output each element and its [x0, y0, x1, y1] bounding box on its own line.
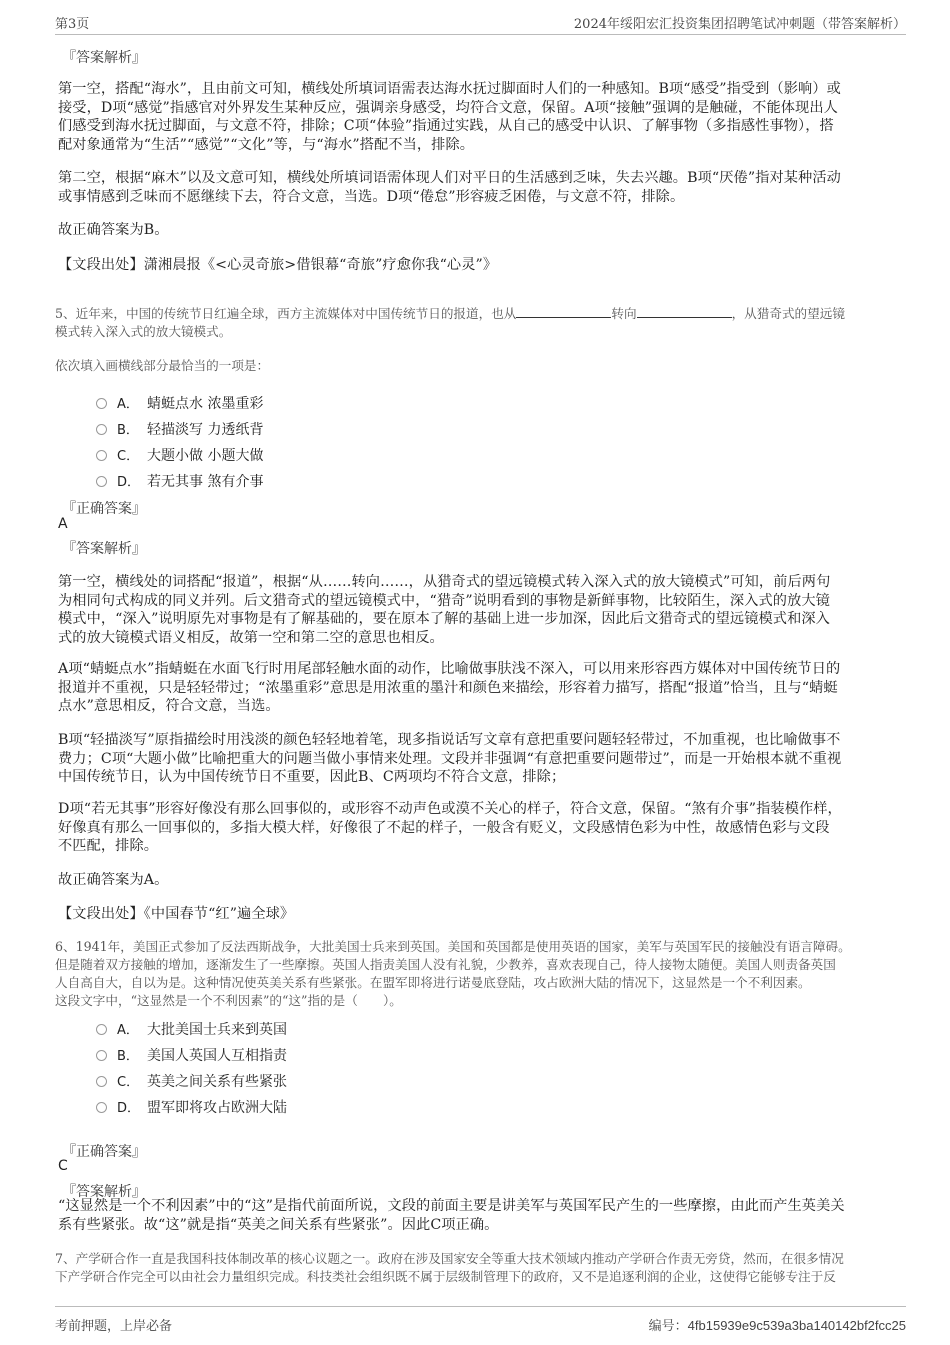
source-citation: 【文段出处】《中国春节“红”遍全球》 — [58, 906, 295, 922]
radio-icon[interactable] — [96, 1102, 107, 1113]
question-7-stem: 7、产学研合作一直是我国科技体制改革的核心议题之一。政府在涉及国家安全等重大技术领域内推动产学研合作责无旁贷，然而，在很多情况 下产学研合作完全可以由社会力量组织完成。科技类社会组织既不属于层级制管理下的政府，又不是追逐利润的企业，这使得它能够专注于反 — [55, 1251, 844, 1284]
analysis-paragraph-2: 第二空，根据“麻木”以及文意可知，横线处所填词语需体现人们对平日的生活感到乏味，失去兴趣。B项“厌倦”指对某种活动 或事情感到乏味而不愿继续下去，符合文意，当选。D项“倦怠”形容疲乏困倦，与文意不符，排除。 — [58, 170, 841, 205]
analysis-label: 『答案解析』 — [62, 541, 146, 557]
page-header — [55, 10, 906, 35]
q5-analysis-1: 第一空，横线处的词搭配“报道”，根据“从……转向……，从猎奇式的望远镜模式转入深入式的放大镜模式”可知，前后两句 为相同句式构成的同义并列。后文猎奇式的望远镜模式中，“猎奇”说明看到的事物是新鲜事物，比较陌生，深入式的放大镜 模式中，“深入”说明原先对事物是有了解基础的，要在原本了解的基础上进一步加深，因此后文猎奇式的望远镜模式和深入 式的放大镜模式语义相反，故第一空和第二空的意思也相反。 — [58, 574, 831, 646]
conclusion: 故正确答案为A。 — [58, 872, 169, 888]
q6-option-b[interactable]: B． 美国人英国人互相指责 — [96, 1045, 287, 1065]
q5-analysis-3: B项“轻描淡写”原指描绘时用浅淡的颜色轻轻地着笔，现多指说话写文章有意把重要问题轻轻带过，不加重视，也比喻做事不 费力；C项“大题小做”比喻把重大的问题当做小事情来处理。文段并非强调“有意把重要问题带过”，而是一开始根本就不重视 中国传统节日，认为中国传统节日不重要，因此B、C两项均不符合文意，排除； — [58, 732, 842, 785]
blank-1[interactable] — [516, 305, 611, 318]
q5-option-b[interactable]: B． 轻描淡写 力透纸背 — [96, 419, 263, 439]
radio-icon[interactable] — [96, 450, 107, 461]
correct-answer-label: 『正确答案』 — [62, 1144, 146, 1160]
q5-option-a[interactable]: A． 蜻蜓点水 浓墨重彩 — [96, 393, 263, 413]
radio-icon[interactable] — [96, 476, 107, 487]
q5-analysis-2: A项“蜻蜓点水”指蜻蜓在水面飞行时用尾部轻触水面的动作，比喻做事肤浅不深入，可以用来形容西方媒体对中国传统节日的 报道并不重视，只是轻轻带过；“浓墨重彩”意思是用浓重的墨汁和颜色来描绘，形容着力描写，搭配“报道”恰当，且与“蜻蜓 点水”意思相反，符合文意，当选。 — [58, 661, 841, 714]
radio-icon[interactable] — [96, 1076, 107, 1087]
question-6-stem: 6、1941年，美国正式参加了反法西斯战争，大批美国士兵来到英国。美国和英国都是使用英语的国家，美军与英国军民的接触没有语言障碍。 但是随着双方接触的增加，逐渐发生了一些摩擦。英国人指责美国人没有礼貌，少教养，喜欢表现自己，待人接物太随便。美国人则责备英国 人自高自大，自以为是。这种情况使英美关系有些紧张。在盟军即将进行诺曼底登陆，攻占欧洲大陆的情况下，这显然是一个不利因素。 这段文字中，“这显然是一个不利因素”的“这”指的是（ ）。 — [55, 939, 851, 1008]
radio-icon[interactable] — [96, 1050, 107, 1061]
q5-analysis-4: D项“若无其事”形容好像没有那么回事似的，或形容不动声色或漠不关心的样子，符合文意，保留。“煞有介事”指装模作样， 好像真有那么一回事似的，多指大模大样，好像很了不起的样子，一般含有贬义，文段感情色彩为中性，故感情色彩与文段 不匹配，排除。 — [58, 801, 842, 854]
radio-icon[interactable] — [96, 1024, 107, 1035]
question-5-instruction: 依次填入画横线部分最恰当的一项是： — [55, 358, 270, 373]
conclusion: 故正确答案为B。 — [58, 222, 169, 238]
radio-icon[interactable] — [96, 424, 107, 435]
q6-option-d[interactable]: D． 盟军即将攻占欧洲大陆 — [96, 1097, 287, 1117]
document-title: 2024年绥阳宏汇投资集团招聘笔试冲刺题（带答案解析） — [573, 17, 906, 32]
blank-2[interactable] — [637, 305, 732, 318]
page-number: 第3页 — [55, 17, 90, 32]
q6-analysis: “这显然是一个不利因素”中的“这”是指代前面所说，文段的前面主要是讲美军与英国军民产生的一些摩擦，由此而产生英美关 系有些紧张。故“这”就是指“英美之间关系有些紧张”。因此C项正确。 — [58, 1198, 845, 1233]
document-code: 编号：4fb15939e9c539a3ba140142bf2fcc25 — [648, 1318, 906, 1334]
question-5-stem: 5、近年来，中国的传统节日红遍全球，西方主流媒体对中国传统节日的报道，也从 转向 ，从猎奇式的望远镜 模式转入深入式的放大镜模式。 — [55, 306, 845, 339]
correct-answer: C — [58, 1158, 68, 1174]
source-citation: 【文段出处】潇湘晨报《<心灵奇旅>借银幕“奇旅”疗愈你我“心灵”》 — [58, 257, 498, 273]
q5-option-d[interactable]: D． 若无其事 煞有介事 — [96, 471, 263, 491]
page-footer — [55, 1306, 906, 1335]
q6-option-c[interactable]: C． 英美之间关系有些紧张 — [96, 1071, 287, 1091]
footer-slogan: 考前押题，上岸必备 — [55, 1319, 173, 1334]
q5-option-c[interactable]: C． 大题小做 小题大做 — [96, 445, 263, 465]
analysis-label: 『答案解析』 — [62, 1184, 146, 1200]
radio-icon[interactable] — [96, 398, 107, 409]
correct-answer-label: 『正确答案』 — [62, 501, 146, 517]
analysis-label: 『答案解析』 — [62, 50, 146, 66]
correct-answer: A — [58, 516, 68, 532]
q6-option-a[interactable]: A． 大批美国士兵来到英国 — [96, 1019, 287, 1039]
analysis-paragraph-1: 第一空，搭配“海水”，且由前文可知，横线处所填词语需表达海水抚过脚面时人们的一种感知。B项“感受”指受到（影响）或 接受，D项“感觉”指感官对外界发生某种反应，强调亲身感受，均符合文意，保留。A项“接触”强调的是触碰，不能体现出人 们感受到海水抚过脚面，与文意不符，排除；C项“体验”指通过实践，从自己的感受中认识、了解事物（多指感性事物），搭 配对象通常为“生活”“感觉”“文化”等，与“海水”搭配不当，排除。 — [58, 81, 841, 153]
